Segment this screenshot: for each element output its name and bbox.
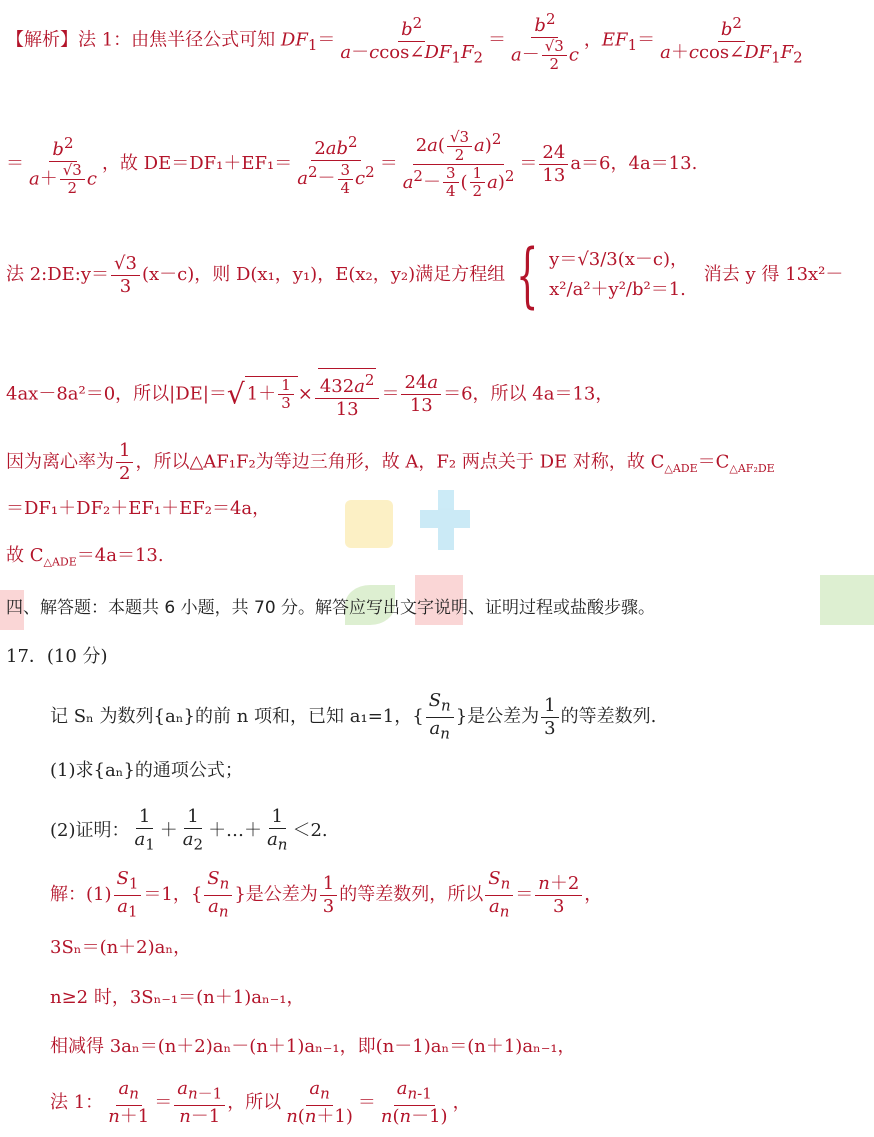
sol-l3: n≥2 时，3Sₙ₋₁＝(n＋1)aₙ₋₁， (50, 987, 305, 1008)
method2-intro: 法 2:DE:y＝ (6, 264, 110, 285)
sol-l5b: ，所以 (227, 1091, 282, 1113)
analysis-line-6 (6, 498, 270, 520)
watermark-x-icon (820, 575, 874, 625)
solution-line-2 (50, 937, 191, 959)
ecc-text-b: ，所以△AF₁F₂为等边三角形，故 A，F₂ 两点关于 DE 对称，故 C (135, 451, 665, 473)
method2-mid: (x－c)，则 D(x₁，y₁)，E(x₂，y₂)满足方程组 (141, 264, 506, 285)
analysis-line-2: ＝ $b^2$ a＋ $\frac{√3}{2}$ c ，故 DE＝DF₁＋EF₁＝ $2ab^2$ $a^2-$ $\frac{3}{4}$ $c^2$ ＝ 2a( $\frac{√3}{2}$ a)$^2$ $a^2-$ $\frac{3}{4}$ ( $\frac{1}{2}$ a)$^2$ ＝ $\frac{24}{13}$ a＝6，4a＝13. (6, 127, 698, 200)
sol-1c: 是公差为 (245, 884, 318, 906)
section-heading-text: 四、解答题：本题共 6 小题，共 70 分。解答应写出文字说明、证明过程或盐酸步骤。 (6, 598, 656, 618)
section-heading (6, 597, 655, 619)
question-1 (50, 760, 243, 782)
ecc-eq: ＝C (697, 451, 730, 473)
conclusion-a: 故 C (6, 545, 44, 566)
sol-l5a: 法 1： (50, 1091, 104, 1113)
conclusion-b: ＝4a＝13. (76, 545, 164, 566)
method1-de-text: ，故 DE＝DF₁＋EF₁＝ (101, 153, 293, 174)
stmt-a: 记 Sₙ 为数列{aₙ}的前 n 项和，已知 a₁=1， (50, 706, 413, 728)
analysis-line-5: 因为离心率为 $\frac{1}{2}$ ，所以△AF₁F₂为等边三角形，故 A，F₂ 两点关于 DE 对称，故 $C_{\triangle ADE}=C_{\triangle AF_2DE}$ (6, 440, 775, 484)
sol-l4: 相减得 3aₙ＝(n＋2)aₙ－(n＋1)aₙ₋₁，即(n－1)aₙ＝(n＋1)aₙ₋₁， (50, 1036, 576, 1057)
question-2: (2)证明： $\frac{1}{a_1}$ ＋ $\frac{1}{a_2}$ ＋…＋ $\frac{1}{a_n}$ ＜2. (50, 806, 328, 854)
perimeter-sum: ＝DF₁＋DF₂＋EF₁＋EF₂＝4a， (6, 498, 271, 519)
system-eq-1: y＝√3/3(x－c)， (549, 249, 689, 270)
ecc-sub-1: △ADE (664, 462, 698, 476)
stmt-b: 是公差为 (467, 706, 540, 728)
problem-number-text: 17．(10 分) (6, 646, 108, 667)
sol-1b: ＝1， (143, 884, 191, 906)
equation-system (549, 245, 688, 305)
analysis-line-7 (6, 545, 164, 574)
conclusion-sub: △ADE (43, 555, 77, 569)
analysis-line-4: 4ax－8a²＝0，所以|DE|＝√ 1＋ $\frac{1}{3}$ × $\frac{432a^2}{13}$ ＝ $\frac{24a}{13}$ ＝6，所以 4a＝13， (6, 368, 613, 421)
method2-quad: 4ax－8a²＝0，所以|DE|＝ (6, 383, 227, 405)
question-2-tail: ＜2. (292, 819, 328, 841)
question-1-text: (1)求{aₙ}的通项公式； (50, 760, 243, 781)
solution-line-5: 法 1： $\frac{a_n}{n+1}$ ＝ $\frac{a_{n-1}}{n-1}$ ，所以 $\frac{a_n}{n(n+1)}$ ＝ $\frac{a_{n-1}}{n(n-1)}$ ， (50, 1078, 471, 1127)
solution-line-3 (50, 987, 304, 1009)
method1-intro: 法 1：由焦半径公式可知 (78, 29, 276, 51)
system-brace: { (516, 234, 539, 316)
sol-1d: 的等差数列，所以 (339, 884, 484, 906)
method2-eq6: ＝6，所以 4a＝13， (443, 383, 614, 405)
problem-number (6, 646, 108, 668)
analysis-line-3: 法 2:DE:y＝ $\frac{√3}{3}$ (x－c)，则 D(x₁，y₁)，E(x₂，y₂)满足方程组 { y＝√3/3(x－c)， x²/a²＋y²/b²＝1. 消去 y 得 13x²－ (6, 234, 844, 316)
watermark-plus-icon (420, 490, 470, 550)
watermark-dice-icon (345, 500, 393, 548)
analysis-line-1: 【解析】法 1：由焦半径公式可知 $DF_1=$ $\frac{b^2}{a-ccos\angle DF_1F_2}$ ＝ $b^2$ a－ $\frac{√3}{2}$ c ，$EF_1=$ $\frac{b^2}{a+ccos\angle DF_1F_2}$ (6, 10, 803, 73)
ecc-text-a: 因为离心率为 (6, 451, 114, 473)
system-eq-2: x²/a²＋y²/b²＝1. (549, 279, 686, 300)
solution-line-1: 解：(1) $\frac{S_1}{a_1}$ ＝1，{ $\frac{S_n}{a_n}$ }是公差为 $\frac{1}{3}$ 的等差数列，所以 $\frac{S_n}{a_n}$ ＝ $\frac{n+2}{3}$ ， (50, 868, 603, 921)
sol-l2: 3Sₙ＝(n＋2)aₙ， (50, 937, 192, 958)
method2-elim: 消去 y 得 13x²－ (703, 264, 844, 285)
sol-1a: 解：(1) (50, 884, 112, 906)
problem-statement: 记 Sₙ 为数列{aₙ}的前 n 项和，已知 a₁=1，{ $\frac{S_n}{a_n}$ }是公差为 $\frac{1}{3}$ 的等差数列. (50, 690, 657, 743)
stmt-c: 的等差数列. (560, 706, 657, 728)
analysis-tag: 【解析】 (6, 29, 78, 51)
method1-result: a＝6，4a＝13. (570, 153, 698, 174)
question-2-label: (2)证明： (50, 819, 130, 841)
solution-line-4 (50, 1036, 576, 1058)
ecc-sub-2: △AF₂DE (729, 462, 775, 476)
